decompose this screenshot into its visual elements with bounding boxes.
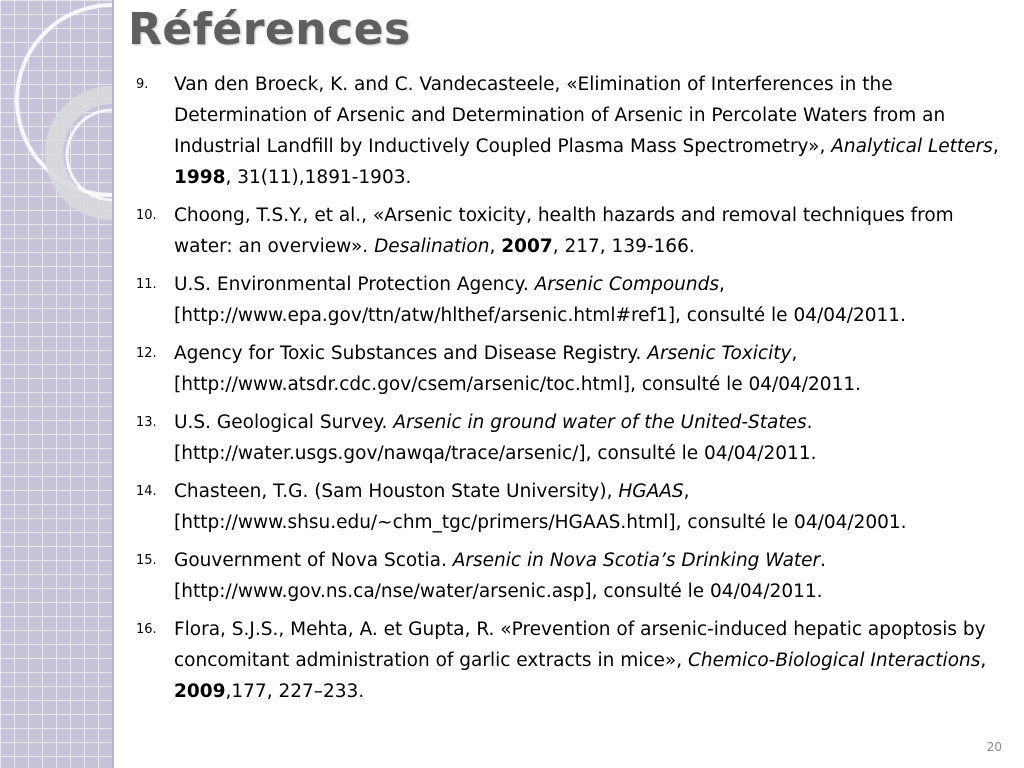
reference-title-italic: HGAAS xyxy=(618,481,684,502)
reference-text-segment: Van den Broeck, K. and C. Vandecasteele, «Elimination of Interferences in the Determination of Arsenic and Determination of Arsenic in Percolate Waters from an Industrial Landfill by Inductively Coupled Plasma Mass Spectrometry», xyxy=(174,74,946,157)
reference-number: 9. xyxy=(136,77,149,92)
reference-item xyxy=(132,476,1012,538)
reference-text-segment: Gouvernment of Nova Scotia. xyxy=(174,550,453,571)
reference-text xyxy=(174,269,1012,331)
reference-item xyxy=(132,545,1012,607)
reference-number: 14. xyxy=(136,484,157,499)
reference-year: 2009 xyxy=(174,681,226,702)
reference-item xyxy=(132,200,1012,262)
reference-text xyxy=(174,476,1012,538)
reference-text-segment: U.S. Geological Survey. xyxy=(174,412,394,433)
reference-number: 12. xyxy=(136,346,157,361)
reference-text-segment: , [http://www.atsdr.cdc.gov/csem/arsenic/toc.html], consulté le 04/04/2011. xyxy=(174,343,862,395)
reference-title-italic: Arsenic Compounds xyxy=(534,274,719,295)
reference-number: 10. xyxy=(136,208,157,223)
sidebar-divider xyxy=(112,0,114,768)
reference-text-segment: Flora, S.J.S., Mehta, A. et Gupta, R. «Prevention of arsenic-induced hepatic apoptosis by concomitant administration of garlic extracts in mice», xyxy=(174,619,986,671)
reference-item xyxy=(132,407,1012,469)
reference-item xyxy=(132,614,1012,707)
reference-number: 11. xyxy=(136,277,157,292)
reference-text-segment: , 217, 139-166. xyxy=(552,236,695,257)
page-number: 20 xyxy=(986,740,1002,754)
reference-text-segment: , xyxy=(980,650,987,671)
reference-title-italic: Arsenic Toxicity xyxy=(647,343,792,364)
page-title: Références xyxy=(128,4,411,55)
reference-text-segment: Choong, T.S.Y., et al., «Arsenic toxicity, health hazards and removal techniques from water: an overview». xyxy=(174,205,954,257)
reference-text-segment: Chasteen, T.G. (Sam Houston State University), xyxy=(174,481,619,502)
reference-text-segment: ,177, 227–233. xyxy=(225,681,365,702)
reference-text-segment: , [http://www.shsu.edu/~chm_tgc/primers/HGAAS.html], consulté le 04/04/2001. xyxy=(174,481,907,533)
reference-title-italic: Desalination xyxy=(374,236,490,257)
reference-text xyxy=(174,338,1012,400)
reference-title-italic: Analytical Letters xyxy=(831,136,993,157)
reference-item xyxy=(132,338,1012,400)
reference-text-segment: , [http://www.epa.gov/ttn/atw/hlthef/arsenic.html#ref1], consulté le 04/04/2011. xyxy=(174,274,906,326)
reference-number: 15. xyxy=(136,553,157,568)
reference-year: 2007 xyxy=(501,236,553,257)
reference-title-italic: Arsenic in ground water of the United-States xyxy=(393,412,807,433)
reference-text xyxy=(174,407,1012,469)
reference-year: 1998 xyxy=(174,167,226,188)
reference-text xyxy=(174,545,1012,607)
reference-item xyxy=(132,269,1012,331)
reference-text-segment: , xyxy=(992,136,999,157)
reference-text-segment: U.S. Environmental Protection Agency. xyxy=(174,274,535,295)
reference-text-segment: , 31(11),1891-1903. xyxy=(225,167,412,188)
reference-number: 16. xyxy=(136,622,157,637)
reference-text-segment: . [http://water.usgs.gov/nawqa/trace/arsenic/], consulté le 04/04/2011. xyxy=(174,412,817,464)
reference-text-segment: Agency for Toxic Substances and Disease Registry. xyxy=(174,343,648,364)
reference-number: 13. xyxy=(136,415,157,430)
reference-text xyxy=(174,69,1012,193)
reference-list xyxy=(132,69,1012,714)
reference-text-segment: , xyxy=(489,236,502,257)
reference-text xyxy=(174,614,1012,707)
sidebar-decoration xyxy=(0,0,112,768)
reference-text-segment: . [http://www.gov.ns.ca/nse/water/arsenic.asp], consulté le 04/04/2011. xyxy=(174,550,827,602)
reference-item xyxy=(132,69,1012,193)
reference-text xyxy=(174,200,1012,262)
reference-title-italic: Arsenic in Nova Scotia’s Drinking Water xyxy=(452,550,821,571)
reference-title-italic: Chemico-Biological Interactions xyxy=(688,650,981,671)
